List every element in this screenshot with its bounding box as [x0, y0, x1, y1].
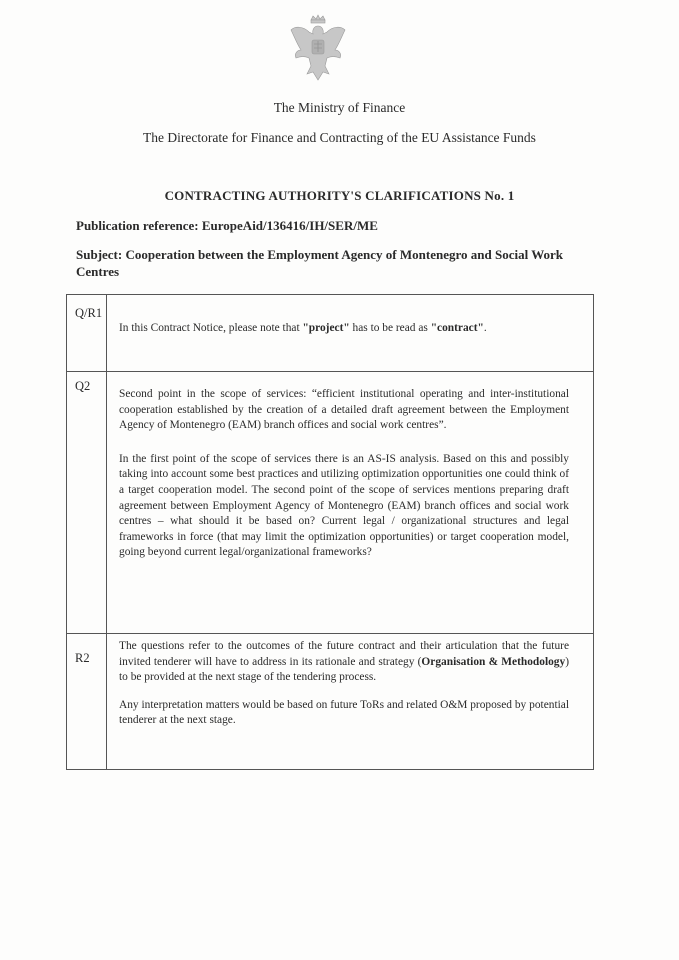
document-heading: CONTRACTING AUTHORITY'S CLARIFICATIONS No. 1 — [164, 188, 515, 203]
publication-reference: Publication reference: EuropeAid/136416/IH/SER/ME — [76, 218, 378, 233]
response-paragraph: Any interpretation matters would be based on future ToRs and related O&M proposed by potential tenderer at the next stage. — [119, 698, 569, 727]
document-subject: Subject: Cooperation between the Employment Agency of Montenegro and Social Work Centres — [76, 247, 563, 279]
question-paragraph: Second point in the scope of services: “efficient institutional operating and inter-institutional cooperation established by the creation of a detailed draft agreement between the Employment Agency of Montenegro (EAM) branch offices and social work centres”. — [119, 388, 569, 432]
row-label: Q/R1 — [75, 306, 103, 320]
row-label: R2 — [75, 651, 90, 665]
question-paragraph: In the first point of the scope of services there is an AS-IS analysis. Based on this and possibly taking into account some best practices and utilizing optimization opportunities one could think of a target cooperation model. The second point of the scope of services mentions preparing draft agreement between Employment Agency of Montenegro (EAM) branch offices and social work centres – what should it be based on? Current legal / organizational structures and legal frameworks in force (that may limit the optimization opportunities) or target cooperation model, going beyond current legal/organizational frameworks? — [119, 452, 569, 559]
table-row — [67, 371, 593, 634]
clarifications-table — [66, 294, 594, 770]
table-row — [67, 633, 593, 770]
response-paragraph: The questions refer to the outcomes of the future contract and their articulation that the future invited tenderer will have to address in its rationale and strategy (Organisation & Methodology) to be provided at the next stage of the tendering process. — [119, 640, 569, 684]
table-row — [67, 295, 593, 371]
row-label: Q2 — [75, 379, 91, 393]
ministry-name: The Ministry of Finance — [273, 100, 406, 115]
row-text — [119, 387, 569, 561]
row-text: In this Contract Notice, please note that "project" has to be read as "contract". — [119, 322, 487, 334]
row-text — [119, 639, 569, 729]
directorate-name: The Directorate for Finance and Contracting of the EU Assistance Funds — [143, 130, 536, 145]
montenegro-coat-of-arms-icon — [289, 14, 347, 84]
